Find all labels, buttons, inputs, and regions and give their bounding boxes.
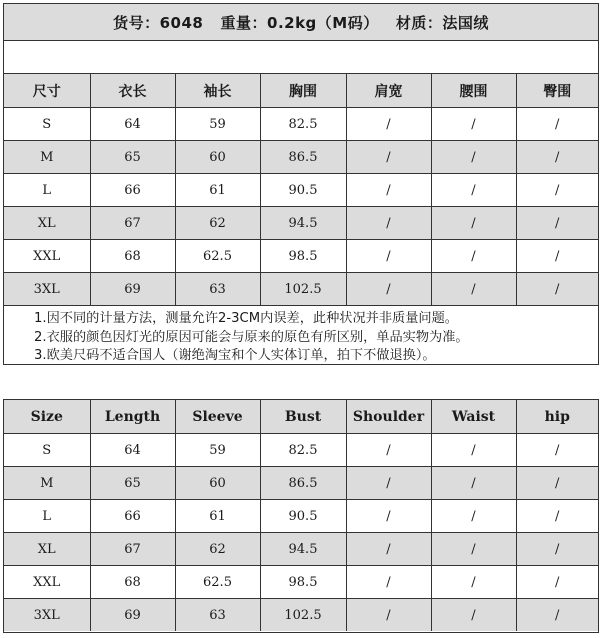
column-header: 臀围 bbox=[516, 74, 598, 108]
table-cell: / bbox=[516, 566, 598, 599]
table-cell: / bbox=[346, 207, 431, 240]
table-cell: S bbox=[4, 434, 90, 467]
table-cell: / bbox=[346, 434, 431, 467]
table-cell: / bbox=[431, 141, 516, 174]
note-item: 1.因不同的计量方法，测量允许2-3CM内误差，此种状况并非质量问题。 bbox=[34, 311, 458, 326]
table-cell: L bbox=[4, 174, 90, 207]
table-cell: / bbox=[431, 467, 516, 500]
table-cell: / bbox=[516, 108, 598, 141]
table-cell: / bbox=[346, 500, 431, 533]
table-cell: / bbox=[516, 240, 598, 273]
table-cell: XXL bbox=[4, 240, 90, 273]
table-cell: / bbox=[346, 533, 431, 566]
column-header: Sleeve bbox=[175, 400, 260, 434]
table-row bbox=[4, 599, 598, 632]
table-cell: 67 bbox=[90, 207, 175, 240]
table-cell: 62.5 bbox=[175, 240, 260, 273]
table-cell: 68 bbox=[90, 566, 175, 599]
table-cell: / bbox=[346, 599, 431, 632]
table-cell: / bbox=[516, 273, 598, 306]
table-cell: / bbox=[516, 434, 598, 467]
notes bbox=[4, 306, 598, 366]
table-cell: 64 bbox=[90, 108, 175, 141]
table-cell: / bbox=[516, 467, 598, 500]
table-cell: / bbox=[431, 533, 516, 566]
table-row bbox=[4, 207, 598, 240]
table-cell: 3XL bbox=[4, 273, 90, 306]
column-header: Length bbox=[90, 400, 175, 434]
table-cell: / bbox=[431, 500, 516, 533]
column-header: 衣长 bbox=[90, 74, 175, 108]
table-cell: / bbox=[346, 174, 431, 207]
table-cell: 61 bbox=[175, 174, 260, 207]
table-cell: 62 bbox=[175, 533, 260, 566]
note-item: 3.欧美尺码不适合国人（谢绝淘宝和个人实体订单，拍下不做退换）。 bbox=[34, 348, 436, 363]
table-cell: 65 bbox=[90, 467, 175, 500]
table-cell: / bbox=[516, 141, 598, 174]
table-cell: 63 bbox=[175, 599, 260, 632]
table-cell: 102.5 bbox=[260, 599, 346, 632]
column-header: Size bbox=[4, 400, 90, 434]
table-cell: / bbox=[431, 434, 516, 467]
table-cell: 102.5 bbox=[260, 273, 346, 306]
table-cell: 82.5 bbox=[260, 434, 346, 467]
table-cell: 68 bbox=[90, 240, 175, 273]
table-cell: 98.5 bbox=[260, 566, 346, 599]
note-item: 2.衣服的颜色因灯光的原因可能会与原来的原色有所区别，单品实物为准。 bbox=[34, 329, 469, 345]
column-header: hip bbox=[516, 400, 598, 434]
table-cell: / bbox=[516, 500, 598, 533]
table-cell: / bbox=[516, 174, 598, 207]
column-header: 袖长 bbox=[175, 74, 260, 108]
table-cell: 63 bbox=[175, 273, 260, 306]
table-cell: / bbox=[431, 566, 516, 599]
table-cell: XXL bbox=[4, 566, 90, 599]
table-cell: 65 bbox=[90, 141, 175, 174]
table-cell: 67 bbox=[90, 533, 175, 566]
size-table-en bbox=[4, 400, 598, 631]
table-cell: / bbox=[431, 599, 516, 632]
table-cell: 66 bbox=[90, 174, 175, 207]
table-cell: 59 bbox=[175, 434, 260, 467]
table-cell: 69 bbox=[90, 599, 175, 632]
table-cell: 94.5 bbox=[260, 533, 346, 566]
table-row bbox=[4, 467, 598, 500]
table-cell: 60 bbox=[175, 467, 260, 500]
column-header: 肩宽 bbox=[346, 74, 431, 108]
column-header: Waist bbox=[431, 400, 516, 434]
table-cell: XL bbox=[4, 207, 90, 240]
table-cell: / bbox=[431, 174, 516, 207]
table-cell: / bbox=[346, 108, 431, 141]
table-cell: / bbox=[431, 240, 516, 273]
table-cell: XL bbox=[4, 533, 90, 566]
table-cell: / bbox=[346, 240, 431, 273]
table-cell: 82.5 bbox=[260, 108, 346, 141]
table-cell: 69 bbox=[90, 273, 175, 306]
table-cell: 94.5 bbox=[260, 207, 346, 240]
table-row bbox=[4, 434, 598, 467]
table-row bbox=[4, 273, 598, 306]
table-cell: 98.5 bbox=[260, 240, 346, 273]
table-cell: 90.5 bbox=[260, 174, 346, 207]
table-cell: 62.5 bbox=[175, 566, 260, 599]
table-cell: 90.5 bbox=[260, 500, 346, 533]
table-cell: 3XL bbox=[4, 599, 90, 632]
table-row bbox=[4, 141, 598, 174]
table-cell: / bbox=[516, 207, 598, 240]
product-info-title: 货号：6048 重量：0.2kg（M码） 材质：法国绒 bbox=[4, 4, 598, 41]
table-cell: M bbox=[4, 141, 90, 174]
table-cell: / bbox=[431, 273, 516, 306]
table-cell: / bbox=[346, 141, 431, 174]
table-row bbox=[4, 174, 598, 207]
table-cell: S bbox=[4, 108, 90, 141]
column-header: Bust bbox=[260, 400, 346, 434]
table-cell: 86.5 bbox=[260, 141, 346, 174]
table-cell: 66 bbox=[90, 500, 175, 533]
chinese-size-chart bbox=[3, 3, 599, 365]
table-cell: 59 bbox=[175, 108, 260, 141]
table-cell: M bbox=[4, 467, 90, 500]
table-row bbox=[4, 533, 598, 566]
table-row bbox=[4, 566, 598, 599]
blank-row bbox=[4, 41, 598, 74]
table-cell: / bbox=[346, 273, 431, 306]
table-cell: / bbox=[431, 207, 516, 240]
table-cell: / bbox=[346, 566, 431, 599]
table-cell: 86.5 bbox=[260, 467, 346, 500]
column-header: 尺寸 bbox=[4, 74, 90, 108]
column-header: 胸围 bbox=[260, 74, 346, 108]
table-row bbox=[4, 240, 598, 273]
table-cell: / bbox=[516, 533, 598, 566]
table-cell: / bbox=[431, 108, 516, 141]
table-cell: 60 bbox=[175, 141, 260, 174]
table-cell: L bbox=[4, 500, 90, 533]
english-size-chart bbox=[3, 399, 599, 633]
column-header: Shoulder bbox=[346, 400, 431, 434]
table-row bbox=[4, 108, 598, 141]
table-cell: 62 bbox=[175, 207, 260, 240]
table-row bbox=[4, 500, 598, 533]
table-cell: 61 bbox=[175, 500, 260, 533]
table-cell: / bbox=[346, 467, 431, 500]
table-cell: 64 bbox=[90, 434, 175, 467]
size-table-cn bbox=[4, 74, 598, 306]
column-header: 腰围 bbox=[431, 74, 516, 108]
table-cell: / bbox=[516, 599, 598, 632]
